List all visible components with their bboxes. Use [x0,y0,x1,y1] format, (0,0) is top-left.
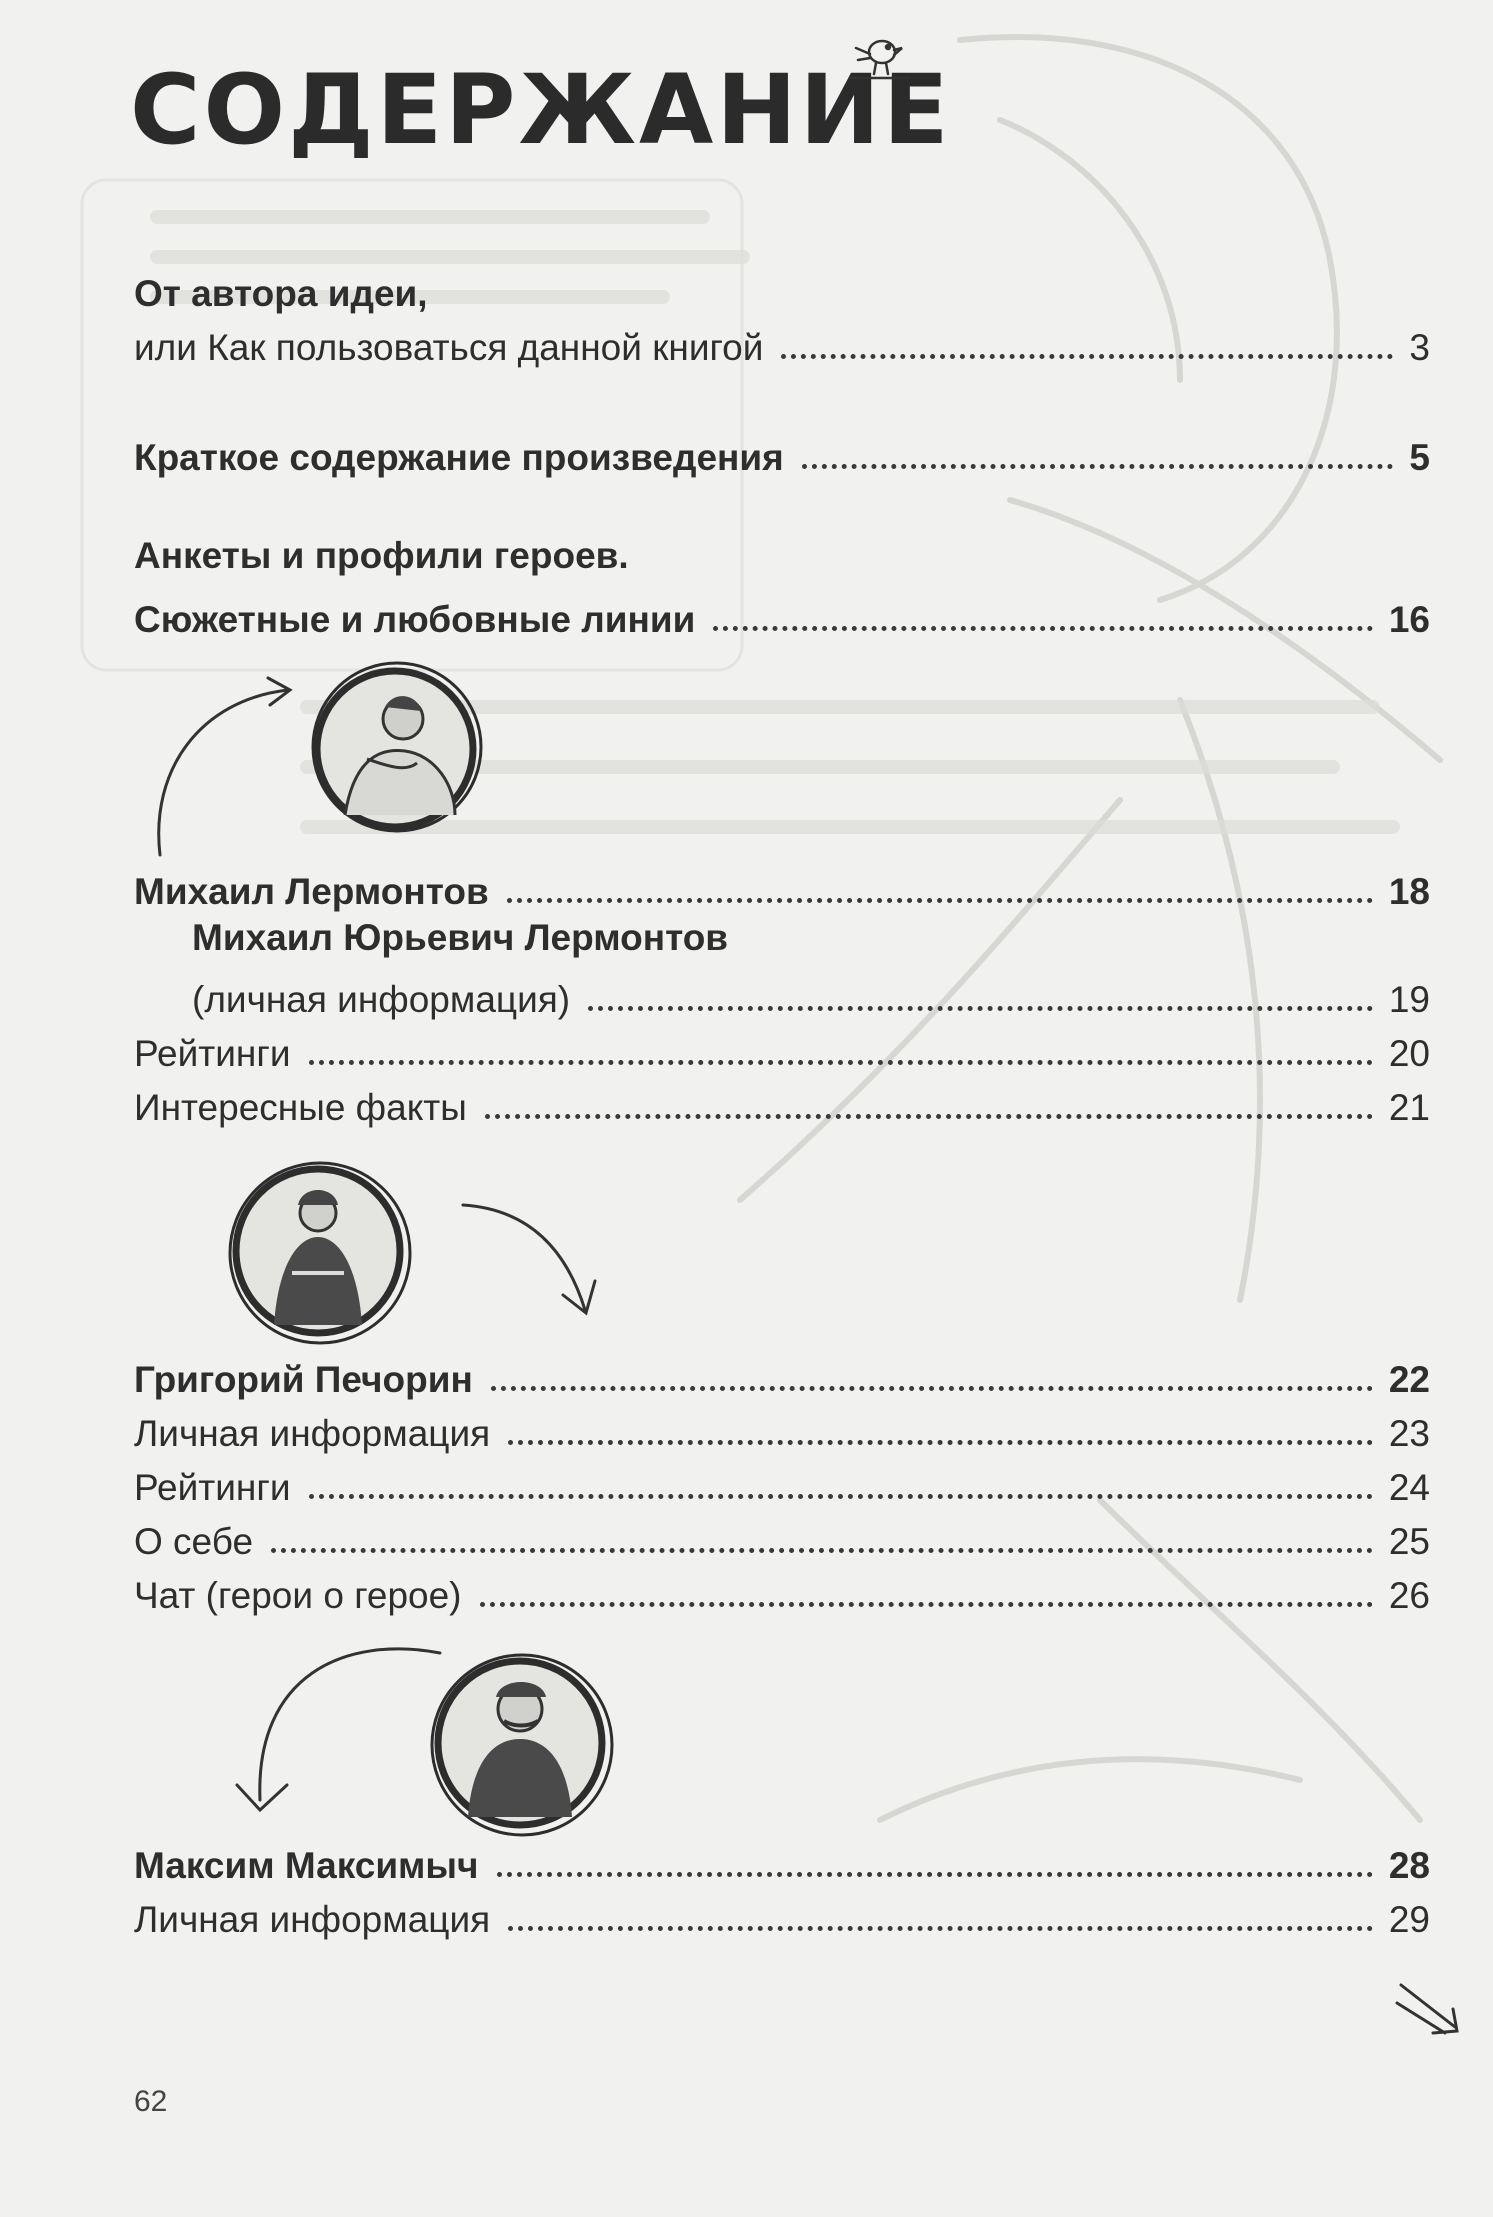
dot-leader [508,1926,1373,1931]
toc-entry-pechorin-chat[interactable]: Чат (герои о герое) 26 [134,1575,1430,1617]
dot-leader [588,1006,1373,1011]
dot-leader [271,1548,1373,1553]
curved-arrow-icon [455,1195,605,1325]
author-heading: От автора идеи, [134,273,428,314]
portrait-maksimych-icon [422,1645,622,1845]
dot-leader [781,354,1393,359]
toc-entry-lermontov[interactable]: Михаил Лермонтов 18 [134,871,1430,913]
page-title: СОДЕРЖАНИЕ [130,54,952,166]
toc-entry-maksimych[interactable]: Максим Максимыч 28 [134,1845,1430,1887]
dot-leader [491,1386,1373,1391]
toc-entry-lermontov-ratings[interactable]: Рейтинги 20 [134,1033,1430,1075]
toc-entry-pechorin-personal[interactable]: Личная информация 23 [134,1413,1430,1455]
dot-leader [309,1060,1373,1065]
dot-leader [309,1494,1373,1499]
toc-entry-lermontov-personal[interactable]: (личная информация) 19 [192,979,1430,1021]
toc-entry-pechorin-ratings[interactable]: Рейтинги 24 [134,1467,1430,1509]
toc-entry-lermontov-facts[interactable]: Интересные факты 21 [134,1087,1430,1129]
dot-leader [508,1440,1373,1445]
toc-entry-author[interactable]: или Как пользоваться данной книгой 3 [134,327,1430,369]
toc-entry-profiles[interactable]: Сюжетные и любовные линии 16 [134,599,1430,641]
profiles-heading: Анкеты и профили героев. [134,535,629,576]
lermontov-full-name: Михаил Юрьевич Лермонтов [192,917,729,958]
dot-leader [485,1114,1373,1119]
bird-icon [848,26,912,86]
portrait-lermontov-icon [305,655,485,845]
portrait-pechorin-icon [222,1155,422,1355]
toc-entry-summary[interactable]: Краткое содержание произведения 5 [134,437,1430,479]
dot-leader [480,1602,1373,1607]
dot-leader [497,1872,1373,1877]
curved-arrow-icon [225,1635,455,1835]
toc-entry-maksimych-personal[interactable]: Личная информация 29 [134,1899,1430,1941]
dot-leader [802,464,1394,469]
page-number: 62 [134,2085,168,2118]
toc-entry-pechorin[interactable]: Григорий Печорин 22 [134,1359,1430,1401]
next-page-arrow-icon[interactable] [1395,1975,1475,2045]
dot-leader [713,626,1373,631]
dot-leader [507,898,1373,903]
toc-entry-pechorin-about[interactable]: О себе 25 [134,1521,1430,1563]
